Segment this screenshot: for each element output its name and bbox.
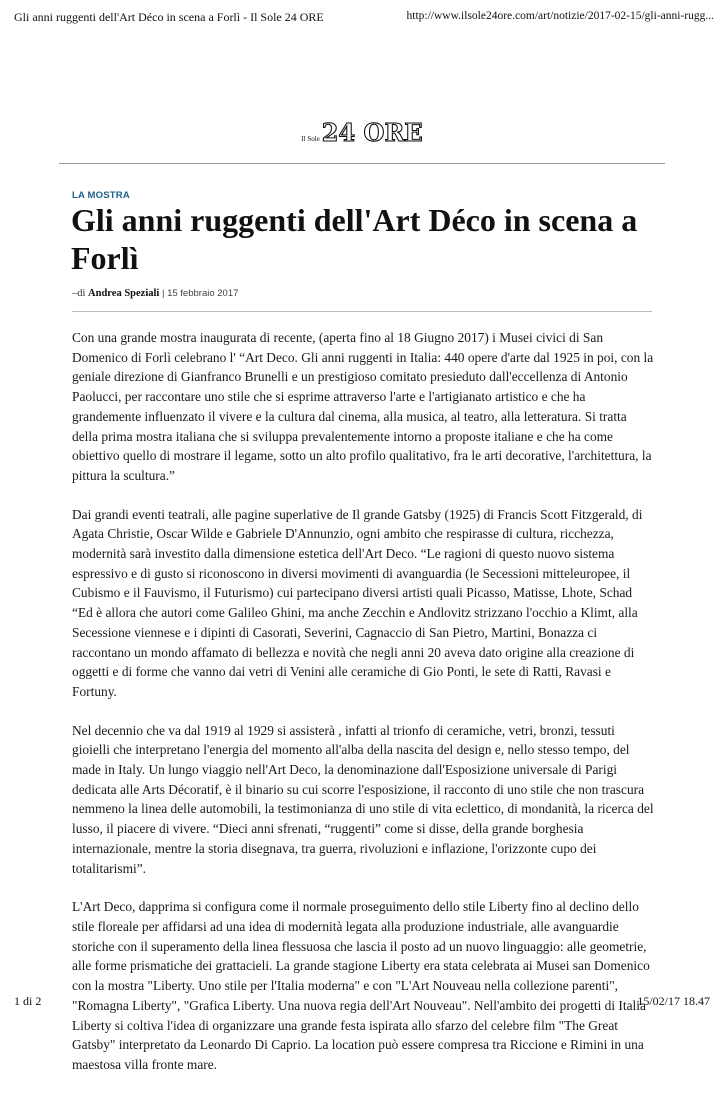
article-paragraph: Con una grande mostra inaugurata di recente, (aperta fino al 18 Giugno 2017) i Musei civici di San Domenico di Forlì celebrano l' “Art Deco. Gli anni ruggenti in Italia: 440 opere d'arte dal 1925 in poi, con la geniale direzione di Gianfranco Brunelli e un prestigioso comitato presieduto dall'eccellenza di Antonio Paolucci, per raccontare uno stile che si esprime attraverso l'arte e l'artigianato artistico e che ha grandemente influenzato il vivere e la cultura dal cinema, alla musica, al teatro, alla letteratura. Si tratta della prima mostra italiana che si sviluppa prevalentemente intorno a proposte italiane e che ha come obiettivo quello di mostrare il legame, sotto un alto profilo qualitativo, fra le arti decorative, l'architettura, la pittura la scultura.” <box>72 330 654 483</box>
byline-author[interactable]: Andrea Speziali <box>88 288 160 299</box>
print-page-url: http://www.ilsole24ore.com/art/notizie/2017-02-15/gli-anni-rugg... <box>406 10 714 22</box>
byline-prefix: –di <box>72 288 89 299</box>
print-page-title: Gli anni ruggenti dell'Art Déco in scena a Forlì - Il Sole 24 ORE <box>14 10 324 24</box>
print-footer <box>14 994 710 1009</box>
print-timestamp: 15/02/17 18.47 <box>637 994 710 1008</box>
print-page-number: 1 di 2 <box>14 994 42 1008</box>
logo-big-text: 24 ORE <box>321 118 423 147</box>
article-headline: Gli anni ruggenti dell'Art Déco in scena a Forlì <box>71 202 638 276</box>
byline-separator: | <box>159 288 168 299</box>
byline-divider <box>72 311 652 312</box>
article-byline <box>72 288 238 299</box>
article-paragraph: L'Art Deco, dapprima si configura come il normale proseguimento dello stile Liberty fino al declino dello stile floreale per affidarsi ad una idea di modernità legata alla produzione industriale, alle avanguardie storiche con il superamento della linea flessuosa che lascia il posto ad un nuovo linguaggio: alle geometrie, alle forme prismatiche dei grattacieli. La grande stagione Liberty era stata celebrata ai Musei san Domenico con la mostra "Liberty. Uno stile per l'Italia moderna" e con "L'Art Nouveau nella collezione parenti", "Romagna Liberty", "Grafica Liberty. Una nuova regia dell'Art Nouveau". Nell'ambito dei progetti di Italia Liberty si coltiva l'idea di organizzare una grande festa ispirata allo sfarzo del celebre film "The Great Gatsby" interpretato da Leonardo Di Caprio. La location può essere compresa tra Riccione e Rimini in una maestosa villa fronte mare. <box>72 899 650 1072</box>
header-divider <box>59 163 665 164</box>
logo-small-text: Il Sole <box>301 135 320 143</box>
newspaper-logo[interactable] <box>0 118 724 147</box>
article-kicker[interactable]: LA MOSTRA <box>72 190 130 201</box>
print-header <box>14 10 714 25</box>
byline-date: 15 febbraio 2017 <box>167 288 239 299</box>
article-paragraph: Nel decennio che va dal 1919 al 1929 si assisterà , infatti al trionfo di ceramiche, vetri, bronzi, tessuti gioielli che interpretano l'energia del momento all'alba della nascita del design e, nello stesso tempo, del made in Italy. Un lungo viaggio nell'Art Deco, la denominazione dall'Esposizione universale di Parigi dedicata alle Arts Décoratif, è il binario su cui scorre l'esposizione, il racconto di uno stile che non trascura nemmeno la linea delle automobili, la testimonianza di uno stile di vita eclettico, di mondanità, la ricerca del lusso, il piacere di vivere. “Dieci anni sfrenati, “ruggenti” come si disse, della grande borghesia internazionale, mentre la storia disegnava, tra guerra, rivoluzioni e inflazione, l'orizzonte cupo dei totalitarismi”. <box>72 722 654 876</box>
article-body <box>72 328 655 1094</box>
article-paragraph: Dai grandi eventi teatrali, alle pagine superlative de Il grande Gatsby (1925) di Francis Scott Fitzgerald, di Agata Christie, Oscar Wilde e Gabriele D'Annunzio, ogni ambito che respirasse di cultura, ricchezza, modernità sarà investito dalla dimensione estetica dell'Art Deco. “Le ragioni di questo nuovo sistema espressivo e di gusto si riconoscono in diversi movimenti di avanguardia (le Secessioni mitteleuropee, il Cubismo e il Fauvismo, il Futurismo) cui partecipano diversi artisti quali Picasso, Matisse, Lhote, Schad “Ed è allora che autori come Galileo Ghini, ma anche Zecchin e Andlovitz strizzano l'occhio a Klimt, alla Secessione viennese e i dipinti di Casorati, Severini, Cagnaccio di San Pietro, Martini, Bonazza ci raccontano un mondo affamato di bellezza e novità che negli anni 20 aveva dato origine alla creazione di oggetti e di forme che vanno dai vetri di Venini alle ceramiche di Gio Ponti, le sete di Ratti, Ravasi e Fortuny. <box>72 506 643 699</box>
